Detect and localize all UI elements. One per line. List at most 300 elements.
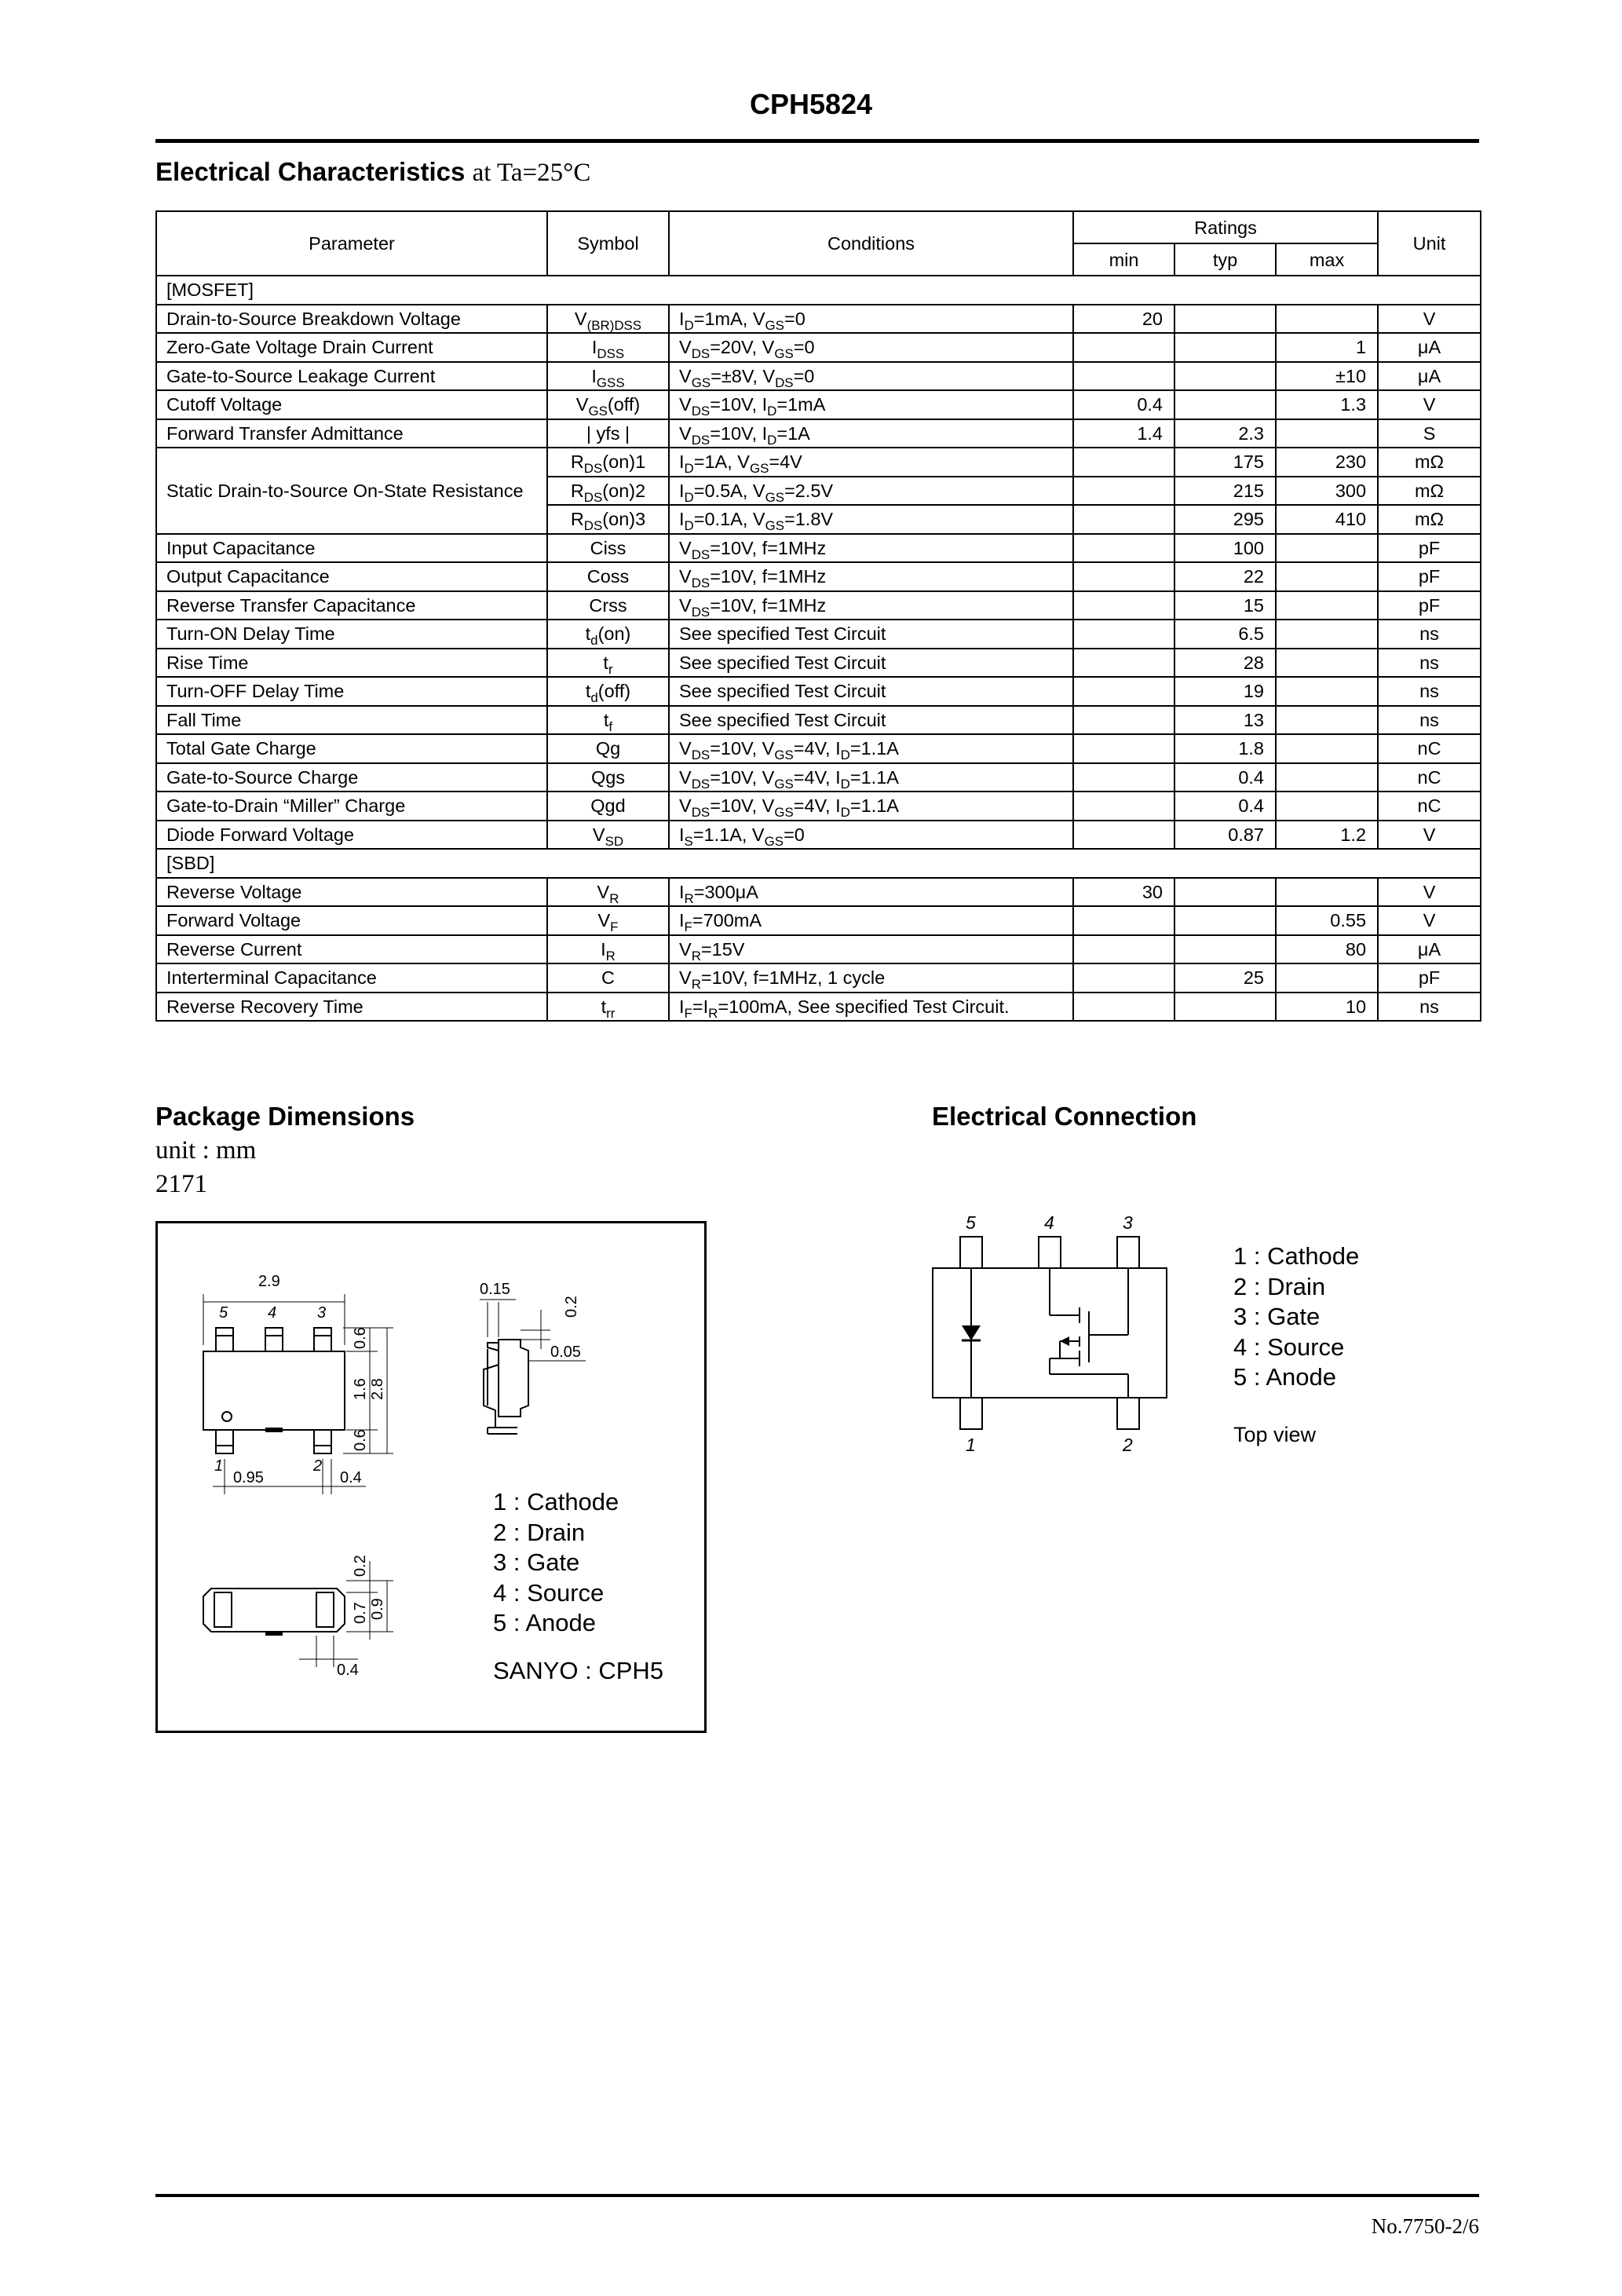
col-header-ratings: Ratings [1073,211,1378,243]
max-cell: 0.55 [1276,906,1378,935]
conn-label-1: 1 [966,1435,976,1455]
symbol-base: t [603,709,609,730]
pkg-pin-label-3: 3 [317,1304,327,1322]
package-drawing-box [155,1221,707,1733]
max-cell [1276,305,1378,334]
param-cell: Turn-ON Delay Time [156,620,547,649]
symbol-cell [547,649,669,678]
typ-cell [1174,390,1276,419]
lead-5 [216,1328,233,1351]
conditions-cell: $I_R=300\mu A$ [669,878,1073,907]
symbol-base: Ciss [590,537,627,558]
symbol-cell [547,677,669,706]
dim-front-02: 0.2 [352,1555,369,1577]
param-cell: Zero-Gate Voltage Drain Current [156,333,547,362]
max-cell: 1.3 [1276,390,1378,419]
pin1-marker [222,1412,232,1421]
min-cell [1073,562,1174,591]
typ-cell: 25 [1174,963,1276,993]
pkg-pin-2: 2 : Drain [493,1518,586,1546]
symbol-cell [547,963,669,993]
conn-label-5: 5 [966,1212,976,1233]
symbol-cell [547,620,669,649]
top-view-label: Top view [1233,1423,1317,1446]
ec-condition: at Ta=25°C [472,159,591,187]
table-row [156,534,1481,563]
conditions-cell: See specified Test Circuit [669,620,1073,649]
symbol-base: V [597,910,611,931]
table-header-row [156,211,1481,243]
max-cell: 80 [1276,935,1378,964]
typ-cell: 15 [1174,591,1276,620]
pkg-pin-1: 1 : Cathode [493,1488,619,1515]
unit-cell: pF [1378,591,1481,620]
group-label: [MOSFET] [156,276,1481,305]
max-cell [1276,677,1378,706]
min-cell [1073,477,1174,506]
typ-cell: 175 [1174,448,1276,477]
table-row [156,333,1481,362]
front-view-body [203,1589,345,1632]
conditions-cell: $V_{DS}=10V$, $I_D=1A$ [669,419,1073,448]
max-cell: 410 [1276,505,1378,534]
symbol-base: t [585,681,591,702]
table-row [156,792,1481,821]
min-cell [1073,591,1174,620]
pkg-pin-label-4: 4 [268,1304,277,1322]
max-cell: ±10 [1276,362,1378,391]
typ-cell: 28 [1174,649,1276,678]
param-cell: Forward Transfer Admittance [156,419,547,448]
unit-cell: S [1378,419,1481,448]
symbol-sub: R [609,890,619,906]
conn-label-4: 4 [1044,1212,1054,1233]
symbol-sub: GS [588,404,608,419]
param-cell: Output Capacitance [156,562,547,591]
symbol-base: t [603,652,608,673]
unit-cell: V [1378,390,1481,419]
max-cell [1276,562,1378,591]
dim-front-09: 0.9 [369,1598,386,1620]
param-cell: Input Capacitance [156,534,547,563]
max-cell [1276,620,1378,649]
min-cell [1073,935,1174,964]
table-row [156,993,1481,1022]
symbol-cell [547,821,669,850]
param-rds: Static Drain-to-Source On-State Resistance [156,448,547,534]
unit-cell: V [1378,878,1481,907]
pkg-pin-label-1: 1 [214,1457,224,1475]
typ-cell: 13 [1174,706,1276,735]
symbol-cell [547,562,669,591]
symbol-base: V [575,394,589,415]
unit-cell: ns [1378,620,1481,649]
conditions-cell: $V_{DS}=10V$, f=1MHz [669,562,1073,591]
col-header-max: max [1276,243,1378,276]
max-cell [1276,591,1378,620]
spec-table-body [156,211,1481,1021]
typ-cell: 0.4 [1174,763,1276,792]
symbol-cell [547,706,669,735]
conn-pin-desc-5: 5 : Anode [1233,1363,1337,1391]
pkg-pin-3: 3 : Gate [493,1548,580,1576]
conn-label-2: 2 [1123,1435,1133,1455]
symbol-cell [547,878,669,907]
symbol-cell [547,763,669,792]
dim-overall-height: 2.8 [369,1378,386,1400]
table-row [156,591,1481,620]
dim-lead-top: 0.6 [352,1327,369,1349]
symbol-base: t [601,996,607,1017]
symbol-sub: (BR)DSS [586,317,642,333]
symbol-cell [547,448,669,477]
table-row [156,734,1481,763]
unit-cell: μA [1378,362,1481,391]
col-header-parameter: Parameter [156,211,547,276]
param-cell: Gate-to-Source Leakage Current [156,362,547,391]
unit-cell: mΩ [1378,505,1481,534]
unit-cell: nC [1378,763,1481,792]
min-cell [1073,993,1174,1022]
min-cell [1073,505,1174,534]
table-row [156,362,1481,391]
symbol-cell [547,390,669,419]
table-row [156,706,1481,735]
symbol-base: V [592,824,605,845]
unit-cell: μA [1378,935,1481,964]
conditions-cell: $I_D=0.1A$, $V_{GS}=1.8V$ [669,505,1073,534]
package-code: 2171 [155,1170,207,1198]
typ-cell [1174,333,1276,362]
unit-cell: nC [1378,792,1481,821]
param-cell: Cutoff Voltage [156,390,547,419]
param-cell: Reverse Voltage [156,878,547,907]
group-label: [SBD] [156,849,1481,878]
conn-pin-3 [1117,1237,1139,1268]
typ-cell [1174,993,1276,1022]
col-header-unit: Unit [1378,211,1481,276]
document-number: No.7750-2/6 [1371,2214,1479,2238]
unit-cell: ns [1378,706,1481,735]
conn-pin-desc-1: 1 : Cathode [1233,1242,1360,1270]
table-row [156,878,1481,907]
symbol-post: (on)3 [602,509,646,530]
conditions-cell: See specified Test Circuit [669,649,1073,678]
unit-cell: V [1378,305,1481,334]
symbol-base: Crss [589,594,627,616]
col-header-typ: typ [1174,243,1276,276]
conn-pin-desc-3: 3 : Gate [1233,1303,1321,1330]
max-cell [1276,419,1378,448]
unit-cell: mΩ [1378,448,1481,477]
min-cell: 0.4 [1073,390,1174,419]
conditions-cell: $I_D=0.5A$, $V_{GS}=2.5V$ [669,477,1073,506]
symbol-base: R [570,509,584,530]
typ-cell: 0.87 [1174,821,1276,850]
symbol-base: Qgd [590,795,626,817]
param-cell: Total Gate Charge [156,734,547,763]
side-view-body [499,1340,528,1417]
conditions-cell: $V_{DS}=20V$, $V_{GS}=0$ [669,333,1073,362]
lead-2 [314,1430,331,1453]
min-cell: 20 [1073,305,1174,334]
min-cell: 1.4 [1073,419,1174,448]
min-cell [1073,620,1174,649]
package-unit: unit : mm [155,1136,257,1164]
symbol-base: Coss [586,566,630,587]
conn-pin-4 [1039,1237,1061,1268]
dim-side-005: 0.05 [550,1344,581,1361]
symbol-sub: r [608,661,613,677]
param-cell: Rise Time [156,649,547,678]
symbol-cell [547,734,669,763]
symbol-sub: rr [606,1005,616,1021]
col-header-conditions: Conditions [669,211,1073,276]
typ-cell: 100 [1174,534,1276,563]
min-cell [1073,534,1174,563]
symbol-base: Qgs [590,766,626,788]
conn-pin-1 [960,1398,982,1429]
pkg-pin-5: 5 : Anode [493,1609,597,1636]
package-sanyo-code: SANYO : CPH5 [493,1656,664,1684]
typ-cell: 2.3 [1174,419,1276,448]
conditions-cell: $I_D=1A$, $V_{GS}=4V$ [669,448,1073,477]
symbol-post: (on)2 [602,480,646,501]
param-cell: Reverse Recovery Time [156,993,547,1022]
symbol-cell [547,362,669,391]
symbol-sub: SD [605,833,624,849]
typ-cell [1174,305,1276,334]
dim-side-015: 0.15 [480,1281,510,1298]
symbol-base: t [585,623,591,645]
symbol-base: I [601,938,606,960]
param-cell: Diode Forward Voltage [156,821,547,850]
symbol-post: (off) [597,681,631,702]
dim-front-07: 0.7 [352,1602,369,1624]
param-cell: Gate-to-Drain “Miller” Charge [156,792,547,821]
ec-title: Electrical Characteristics [155,157,466,186]
param-cell: Turn-OFF Delay Time [156,677,547,706]
table-row [156,906,1481,935]
symbol-sub: DS [583,489,603,505]
unit-cell: pF [1378,963,1481,993]
unit-cell: V [1378,821,1481,850]
symbol-cell [547,792,669,821]
max-cell: 1.2 [1276,821,1378,850]
conditions-cell: $I_D=1mA$, $V_{GS}=0$ [669,305,1073,334]
symbol-sub: DS [583,518,603,534]
symbol-base: V [574,308,587,329]
max-cell [1276,763,1378,792]
unit-cell: pF [1378,534,1481,563]
unit-cell: mΩ [1378,477,1481,506]
table-row [156,649,1481,678]
min-cell [1073,448,1174,477]
conditions-cell: See specified Test Circuit [669,677,1073,706]
param-cell: Forward Voltage [156,906,547,935]
dim-side-02: 0.2 [563,1296,580,1318]
lead-1 [216,1430,233,1453]
symbol-cell [547,591,669,620]
typ-cell [1174,878,1276,907]
symbol-sub: R [605,948,616,963]
electrical-characteristics-heading [155,157,590,188]
dim-body-height: 1.6 [352,1378,369,1400]
symbol-sub: f [608,718,613,734]
min-cell [1073,906,1174,935]
diode-symbol [962,1325,981,1340]
lead-4 [265,1328,283,1351]
conditions-cell: $V_R=10V$, f=1MHz, 1 cycle [669,963,1073,993]
dim-lead-width: 0.4 [340,1469,362,1486]
unit-cell: μA [1378,333,1481,362]
symbol-sub: d [590,690,598,706]
conditions-cell: $V_{DS}=10V$, f=1MHz [669,534,1073,563]
symbol-cell [547,534,669,563]
conditions-cell: $V_{DS}=10V$, $V_{GS}=4V$, $I_D=1.1A$ [669,734,1073,763]
conditions-cell: $V_{DS}=10V$, $I_D=1mA$ [669,390,1073,419]
symbol-sub: DS [583,461,603,477]
min-cell [1073,362,1174,391]
typ-cell: 1.8 [1174,734,1276,763]
connection-pin-list [1233,1241,1359,1393]
dim-front-04: 0.4 [337,1662,359,1679]
symbol-base: I [591,337,597,358]
table-row [156,448,1481,477]
typ-cell: 295 [1174,505,1276,534]
conditions-cell: $V_R=15V$ [669,935,1073,964]
max-cell [1276,534,1378,563]
col-header-symbol: Symbol [547,211,669,276]
table-row [156,821,1481,850]
dim-lead-bot: 0.6 [352,1429,369,1451]
conditions-cell: $V_{DS}=10V$, f=1MHz [669,591,1073,620]
max-cell [1276,792,1378,821]
top-view-body [203,1351,345,1430]
conditions-cell: See specified Test Circuit [669,706,1073,735]
conn-pin-5 [960,1237,982,1268]
min-cell [1073,706,1174,735]
max-cell [1276,706,1378,735]
table-row [156,419,1481,448]
group-row [156,276,1481,305]
symbol-base: C [601,967,615,989]
max-cell [1276,963,1378,993]
footer-rule [155,2194,1479,2197]
unit-cell: ns [1378,677,1481,706]
table-row [156,390,1481,419]
table-row [156,677,1481,706]
typ-cell [1174,906,1276,935]
max-cell [1276,649,1378,678]
conn-pin-2 [1117,1398,1139,1429]
max-cell: 1 [1276,333,1378,362]
table-row [156,620,1481,649]
col-header-min: min [1073,243,1174,276]
symbol-base: Qg [595,738,621,759]
conditions-cell: $I_S=1.1A$, $V_{GS}=0$ [669,821,1073,850]
symbol-base: | yfs | [586,422,630,444]
typ-cell: 19 [1174,677,1276,706]
unit-cell: ns [1378,649,1481,678]
package-dimensions-heading: Package Dimensions [155,1102,415,1131]
table-row [156,935,1481,964]
dim-width: 2.9 [258,1273,280,1290]
symbol-post: (on)1 [602,452,646,473]
min-cell [1073,792,1174,821]
symbol-cell [547,935,669,964]
typ-cell: 0.4 [1174,792,1276,821]
symbol-cell [547,505,669,534]
param-cell: Interterminal Capacitance [156,963,547,993]
symbol-sub: GSS [596,375,625,390]
table-row [156,305,1481,334]
pkg-pin-4: 4 : Source [493,1578,605,1607]
typ-cell: 215 [1174,477,1276,506]
symbol-post: (off) [607,394,641,415]
max-cell: 10 [1276,993,1378,1022]
unit-cell: ns [1378,993,1481,1022]
package-pin-list [493,1487,663,1686]
pkg-pin-label-5: 5 [219,1304,228,1322]
symbol-base: R [570,452,584,473]
conditions-cell: $V_{GS}=\pm 8V$, $V_{DS}=0$ [669,362,1073,391]
electrical-connection-heading: Electrical Connection [932,1102,1197,1131]
symbol-cell [547,333,669,362]
symbol-sub: DSS [597,346,625,362]
symbol-sub: d [590,633,598,649]
max-cell [1276,878,1378,907]
min-cell [1073,677,1174,706]
electrical-characteristics-table [155,210,1481,1022]
fet-arrow [1060,1336,1069,1346]
param-cell: Drain-to-Source Breakdown Voltage [156,305,547,334]
table-row [156,562,1481,591]
dim-pitch: 0.95 [233,1469,264,1486]
unit-cell: V [1378,906,1481,935]
symbol-base: V [597,881,610,902]
param-cell: Reverse Transfer Capacitance [156,591,547,620]
min-cell [1073,734,1174,763]
conditions-cell: $V_{DS}=10V$, $V_{GS}=4V$, $I_D=1.1A$ [669,763,1073,792]
max-cell: 300 [1276,477,1378,506]
conditions-cell: $I_F=700mA$ [669,906,1073,935]
symbol-cell [547,477,669,506]
min-cell [1073,649,1174,678]
max-cell: 230 [1276,448,1378,477]
min-cell [1073,963,1174,993]
param-cell: Fall Time [156,706,547,735]
symbol-post: (on) [597,623,631,645]
min-cell: 30 [1073,878,1174,907]
unit-cell: pF [1378,562,1481,591]
symbol-cell [547,993,669,1022]
conn-pin-desc-2: 2 : Drain [1233,1272,1326,1300]
group-row [156,849,1481,878]
pkg-pin-label-2: 2 [313,1457,323,1475]
unit-cell: nC [1378,734,1481,763]
typ-cell: 22 [1174,562,1276,591]
symbol-cell [547,305,669,334]
part-number-title: CPH5824 [749,88,873,120]
symbol-cell [547,906,669,935]
typ-cell [1174,935,1276,964]
max-cell [1276,734,1378,763]
param-cell: Gate-to-Source Charge [156,763,547,792]
lead-3 [314,1328,331,1351]
conditions-cell: $V_{DS}=10V$, $V_{GS}=4V$, $I_D=1.1A$ [669,792,1073,821]
param-cell: Reverse Current [156,935,547,964]
